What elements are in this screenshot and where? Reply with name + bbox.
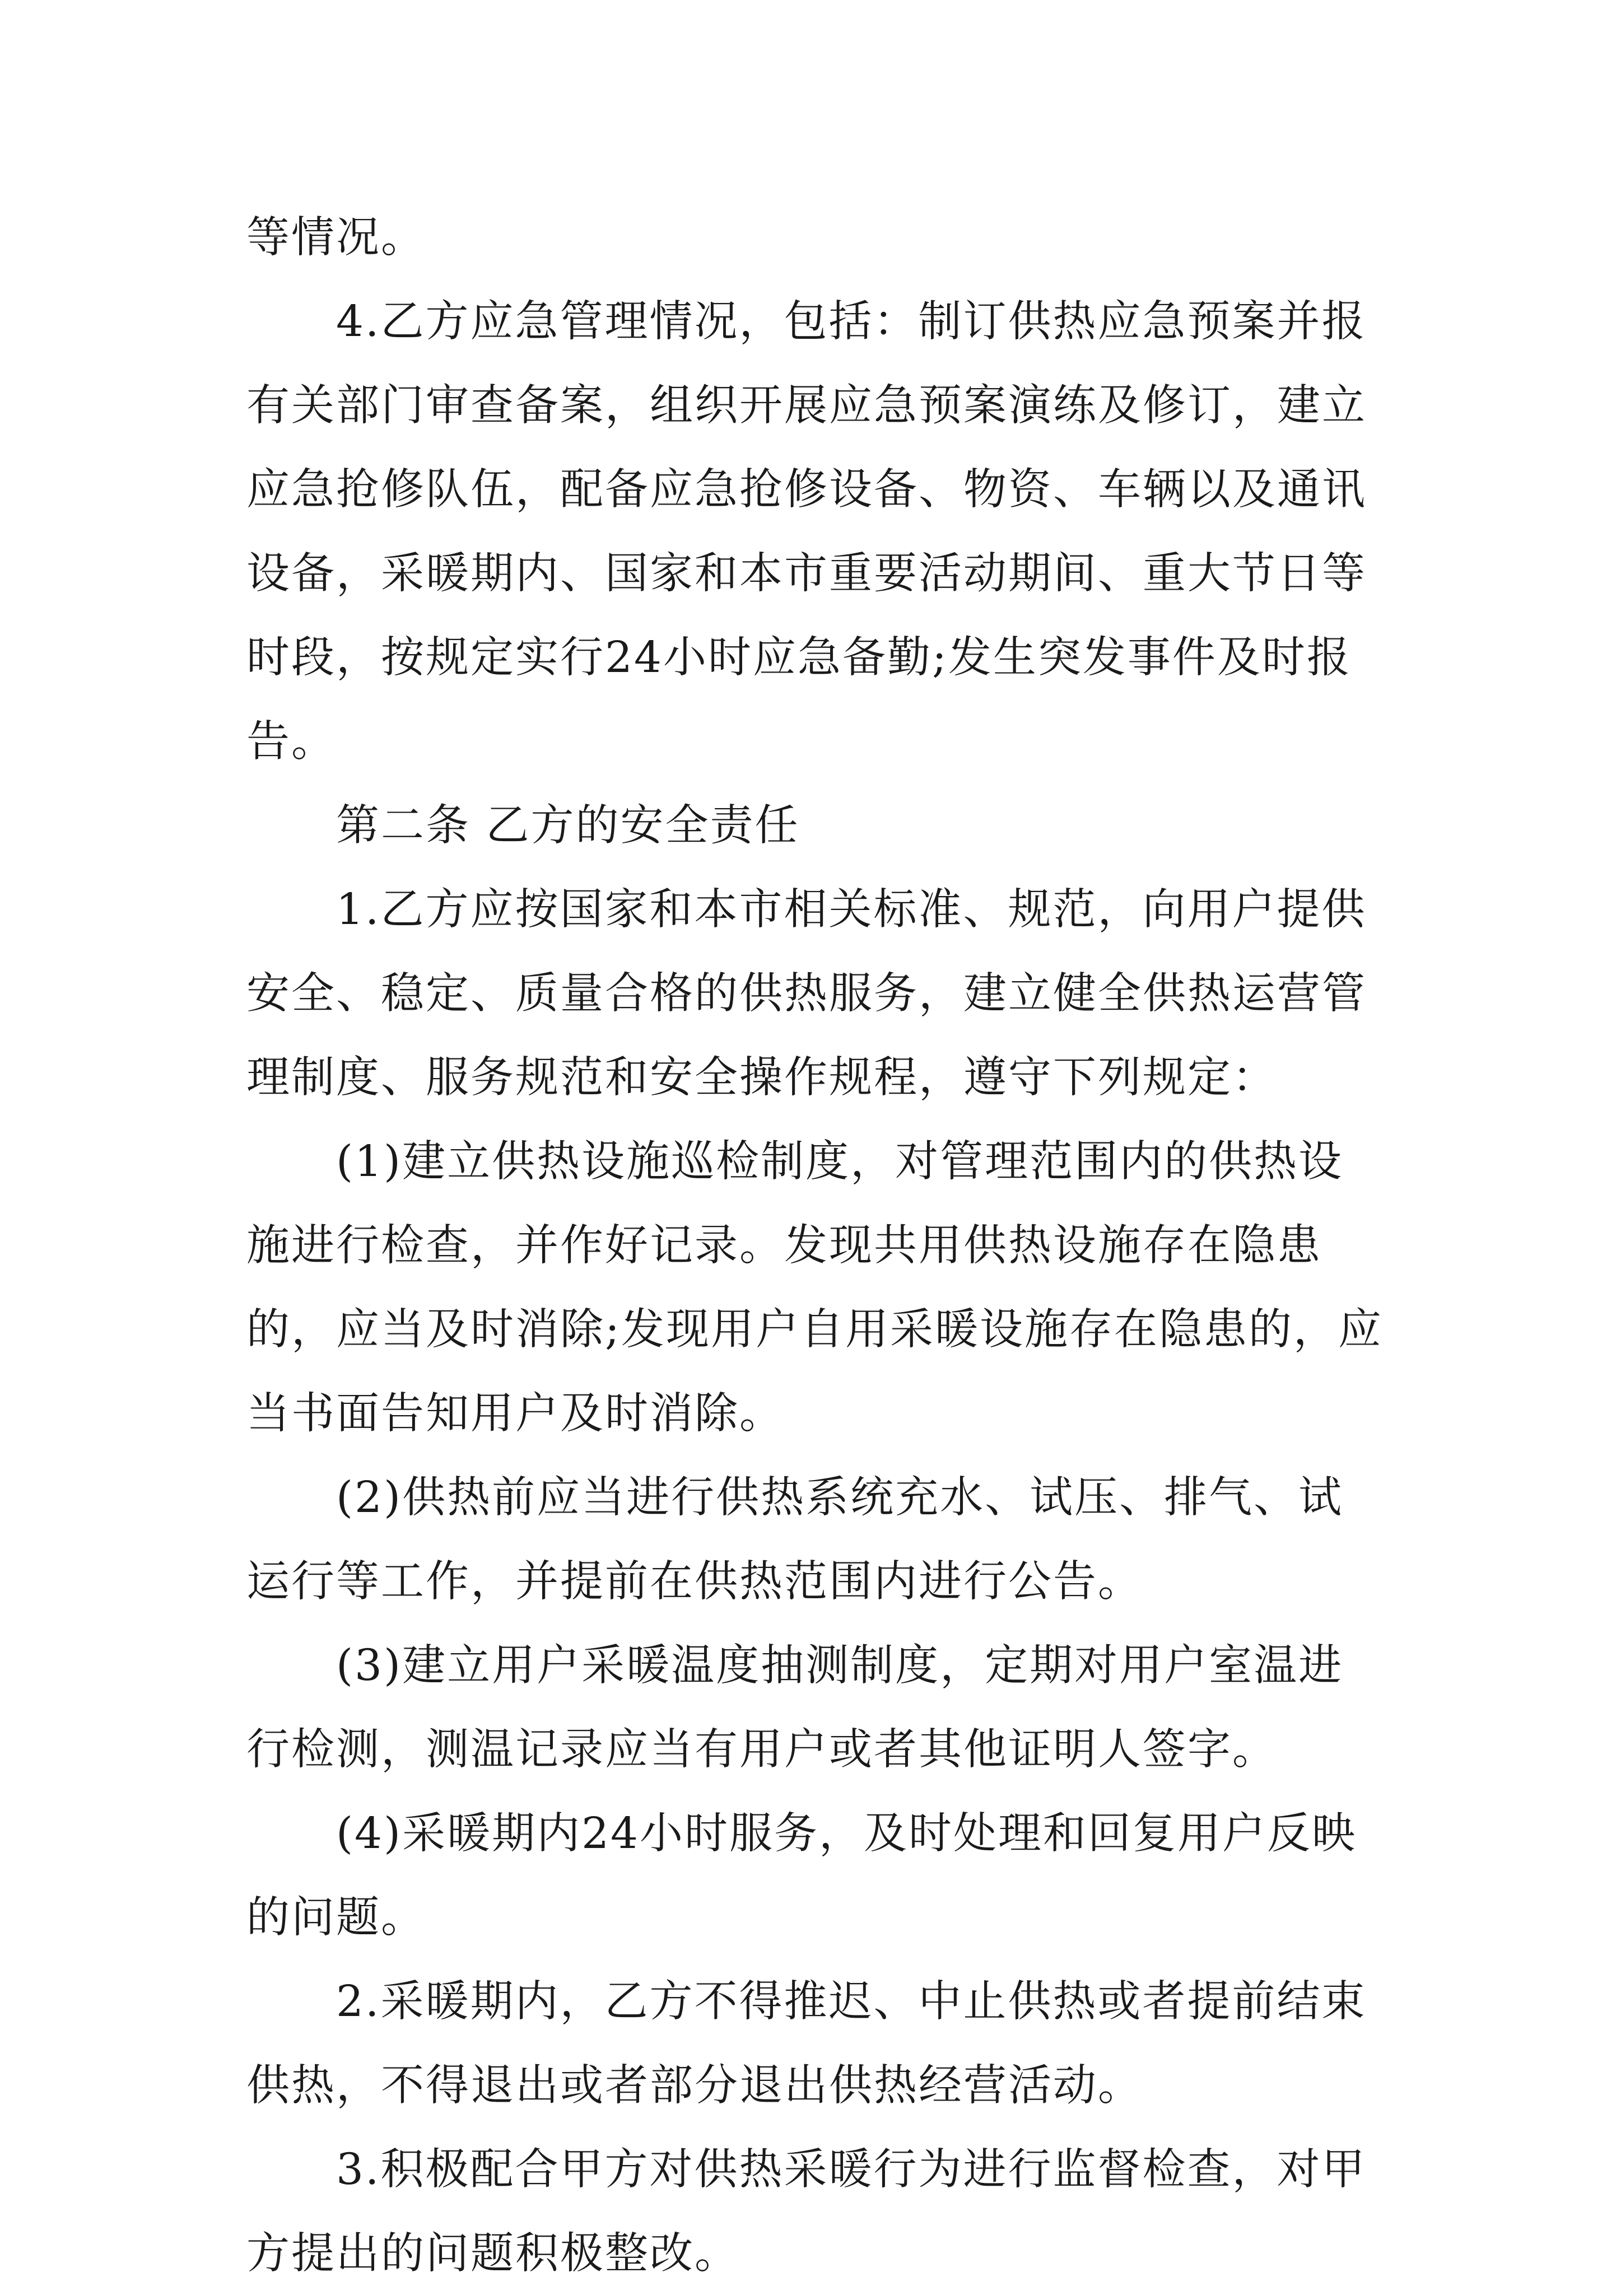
document-body (246, 196, 1386, 2296)
paragraph-item-4: (4)采暖期内24小时服务，及时处理和回复用户反映的问题。 (246, 1809, 1357, 1943)
paragraph-item-2: (2)供热前应当进行供热系统充水、试压、排气、试运行等工作，并提前在供热范围内进行公告。 (246, 1473, 1344, 1607)
paragraph-item-3: (3)建立用户采暖温度抽测制度，定期对用户室温进行检测，测温记录应当有用户或者其他证明人签字。 (246, 1641, 1344, 1775)
paragraph-item-1: (1)建立供热设施巡检制度，对管理范围内的供热设施进行检查，并作好记录。发现共用供热设施存在隐患的，应当及时消除;发现用户自用采暖设施存在隐患的，应当书面告知用户及时消除。 (246, 1137, 1383, 1439)
paragraph-clause-1: 1.乙方应按国家和本市相关标准、规范，向用户提供安全、稳定、质量合格的供热服务，建立健全供热运营管理制度、服务规范和安全操作规程，遵守下列规定： (246, 885, 1367, 1103)
section-heading-article-2: 第二条 乙方的安全责任 (336, 801, 800, 851)
paragraph-clause-3: 3.积极配合甲方对供热采暖行为进行监督检查，对甲方提出的问题积极整改。 (246, 2145, 1367, 2279)
paragraph-emergency-management: 4.乙方应急管理情况，包括：制订供热应急预案并报有关部门审查备案，组织开展应急预案演练及修订，建立应急抢修队伍，配备应急抢修设备、物资、车辆以及通讯设备，采暖期内、国家和本市重要活动期间、重大节日等时段，按规定实行24小时应急备勤;发生突发事件及时报告。 (246, 297, 1367, 767)
paragraph-clause-2: 2.采暖期内，乙方不得推迟、中止供热或者提前结束供热，不得退出或者部分退出供热经营活动。 (246, 1977, 1367, 2111)
paragraph-continuation: 等情况。 (246, 213, 426, 263)
